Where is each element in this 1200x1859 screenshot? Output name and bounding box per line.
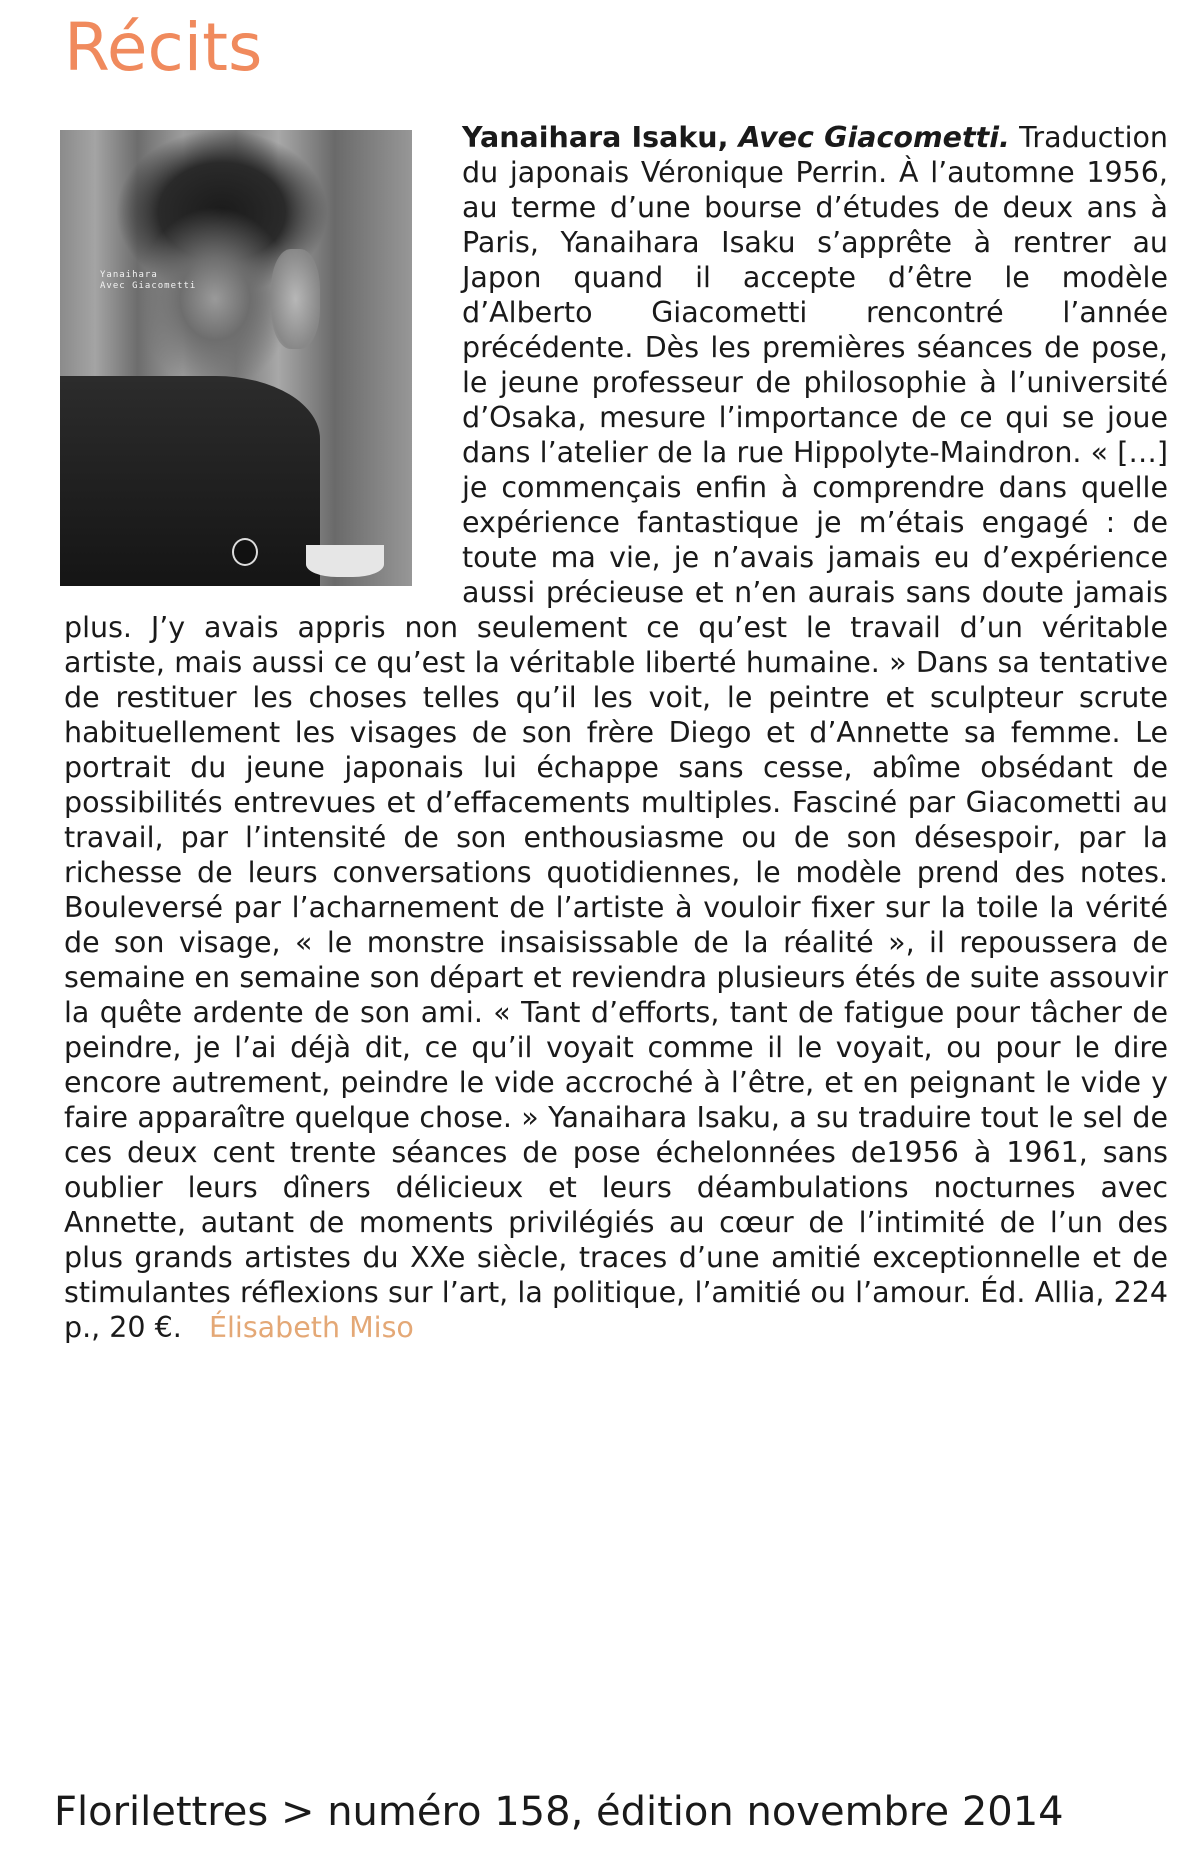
book-author: Yanaihara Isaku,	[462, 121, 739, 154]
cover-photo-figure	[60, 376, 320, 586]
cover-author: Yanaihara	[100, 270, 158, 280]
issue-footer: Florilettres > numéro 158, édition novembre 2014	[54, 1789, 1064, 1835]
book-lead	[462, 121, 1010, 154]
publisher-logo-icon	[232, 538, 258, 566]
cover-photo-hand	[271, 249, 320, 349]
review-body: Traduction du japonais Véronique Perrin. À l’automne 1956, au terme d’une bourse d’études de deux ans à Paris, Yanaihara Isaku s’apprête à rentrer au Japon quand il accepte d’être le modèle d’Alberto Giacometti rencontré l’année précédente. Dès les premières séances de pose, le jeune professeur de philosophie à l’université d’Osaka, mesure l’importance de ce qui se joue dans l’atelier de la rue Hippolyte-Maindron. « […] je commençais enfin à comprendre dans quelle expérience fantastique je m’étais engagé : de toute ma vie, je n’avais jamais eu d’expérience aussi précieuse et n’en aurais sans doute jamais plus. J’y avais appris non seulement ce qu’est le travail d’un véritable artiste, mais aussi ce qu’est la véritable liberté humaine. » Dans sa tentative de restituer les choses telles qu’il les voit, le peintre et sculpteur scrute habituellement les visages de son frère Diego et d’Annette sa femme. Le portrait du jeune japonais lui échappe sans cesse, abîme obsédant de possibilités entrevues et d’effacements multiples. Fasciné par Giacometti au travail, par l’intensité de son enthousiasme ou de son désespoir, par la richesse de leurs conversations quotidiennes, le modèle prend des notes. Bouleversé par l’acharnement de l’artiste à vouloir fixer sur la toile la vérité de son visage, « le monstre insaisissable de la réalité », il repoussera de semaine en semaine son départ et reviendra plusieurs étés de suite assouvir la quête ardente de son ami. « Tant d’efforts, tant de fatigue pour tâcher de peindre, je l’ai déjà dit, ce qu’il voyait comme il le voyait, ou pour le dire encore autrement, peindre le vide accroché à l’être, et en peignant le vide y faire apparaître quelque chose. » Yanaihara Isaku, a su traduire tout le sel de ces deux cent trente séances de pose échelonnées de1956 à 1961, sans oublier leurs dîners délicieux et leurs déambulations nocturnes avec Annette, autant de moments privilégiés au cœur de l’intimité de l’un des plus grands artistes du XXe siècle, traces d’une amitié exceptionnelle et de stimulantes réflexions sur l’art, la politique, l’amitié ou l’amour. Éd. Allia, 224 p., 20 €.	[64, 121, 1168, 1344]
cover-text	[100, 270, 196, 292]
cover-photo-cup	[306, 545, 383, 577]
book-cover-image	[60, 130, 412, 586]
section-title: Récits	[64, 9, 263, 86]
book-title: Avec Giacometti.	[738, 121, 1010, 154]
cover-title: Avec Giacometti	[100, 281, 197, 291]
book-review	[64, 120, 1168, 1345]
reviewer-name: Élisabeth Miso	[208, 1311, 414, 1344]
